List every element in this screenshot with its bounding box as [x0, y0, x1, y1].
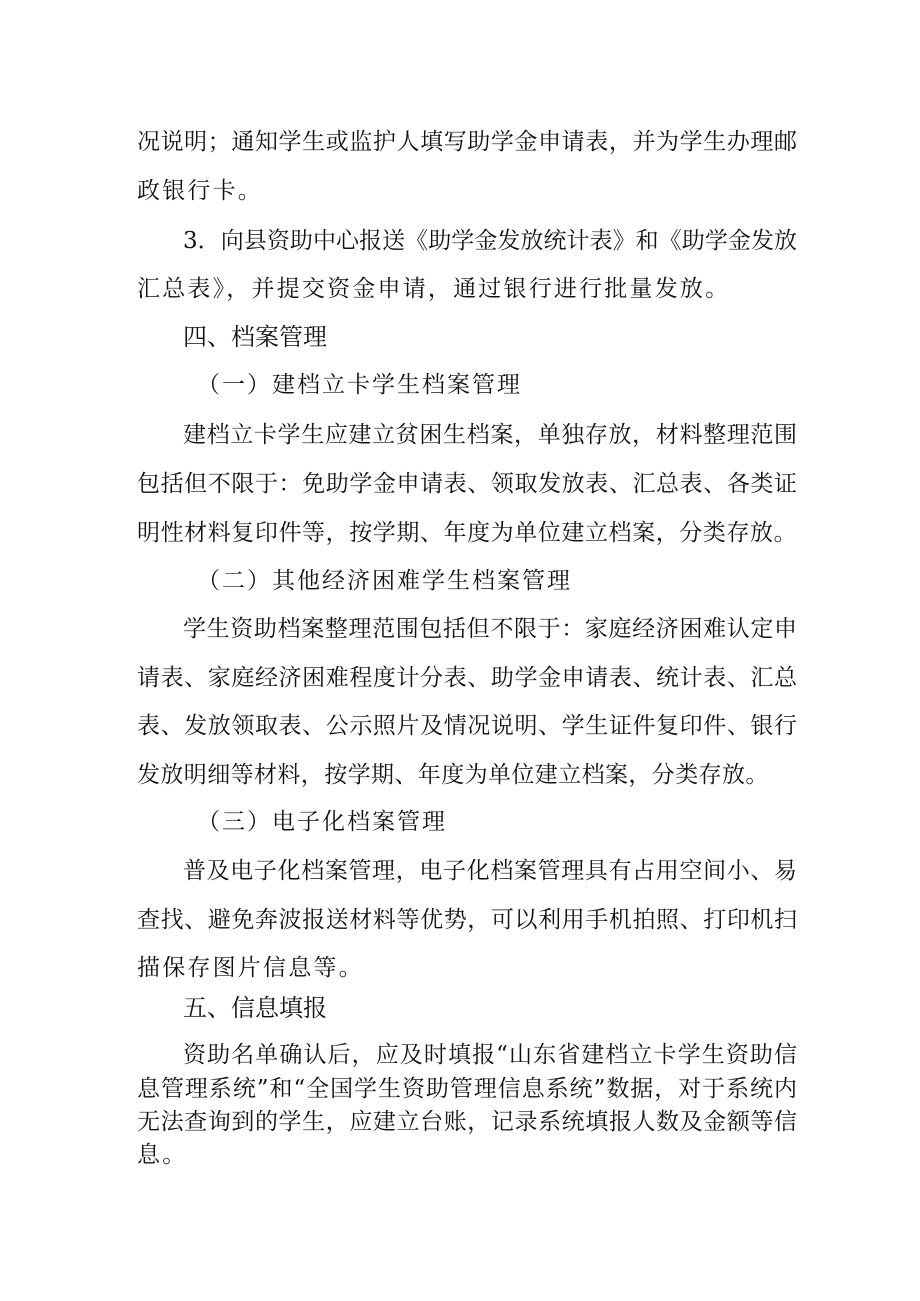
paragraph-line: 查找、避免奔波报送材料等优势，可以利用手机拍照、打印机扫: [137, 907, 797, 933]
paragraph-line: 请表、家庭经济困难程度计分表、助学金申请表、统计表、汇总: [137, 665, 797, 691]
subsection-heading-3: （三）电子化档案管理: [197, 809, 447, 835]
paragraph-line: 表、发放领取表、公示照片及情况说明、学生证件复印件、银行: [137, 713, 797, 739]
paragraph-line: 包括但不限于：免助学金申请表、领取发放表、汇总表、各类证: [137, 471, 797, 497]
section-heading-archive-management: 四、档案管理: [183, 323, 327, 351]
paragraph-line: 息管理系统”和“全国学生资助管理信息系统”数据，对于系统内: [137, 1076, 797, 1102]
paragraph-line: 明性材料复印件等，按学期、年度为单位建立档案，分类存放。: [137, 520, 797, 546]
paragraph-line: 资助名单确认后，应及时填报“山东省建档立卡学生资助信: [183, 1042, 797, 1068]
paragraph-line: 汇总表》，并提交资金申请，通过银行进行批量发放。: [137, 276, 731, 302]
paragraph-line: 况说明；通知学生或监护人填写助学金申请表，并为学生办理邮: [137, 129, 797, 155]
paragraph-line: 政银行卡。: [137, 178, 263, 204]
paragraph-line: 学生资助档案整理范围包括但不限于：家庭经济困难认定申: [183, 616, 797, 642]
paragraph-line: 无法查询到的学生，应建立台账，记录系统填报人数及金额等信: [137, 1109, 797, 1135]
subsection-heading-1: （一）建档立卡学生档案管理: [197, 372, 522, 398]
paragraph-line: 息。: [137, 1142, 188, 1168]
list-item-3-line: 3．向县资助中心报送《助学金发放统计表》和《助学金发放: [183, 228, 797, 254]
paragraph-line: 描保存图片信息等。: [137, 955, 364, 981]
section-heading-info-reporting: 五、信息填报: [183, 994, 327, 1022]
subsection-heading-2: （二）其他经济困难学生档案管理: [197, 568, 572, 594]
paragraph-line: 普及电子化档案管理，电子化档案管理具有占用空间小、易: [183, 858, 797, 884]
paragraph-line: 发放明细等材料，按学期、年度为单位建立档案，分类存放。: [137, 762, 769, 788]
paragraph-line: 建档立卡学生应建立贫困生档案，单独存放，材料整理范围: [183, 422, 797, 448]
